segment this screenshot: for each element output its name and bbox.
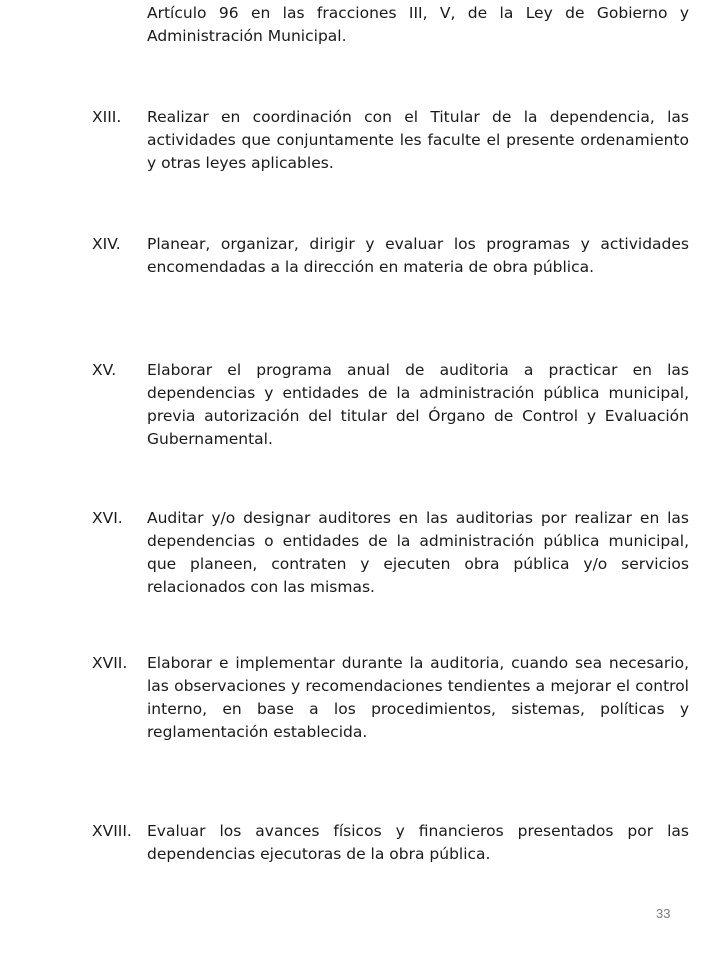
item-numeral: XVII.: [92, 654, 128, 672]
item-numeral: XVI.: [92, 509, 123, 527]
item-numeral: XIII.: [92, 108, 122, 126]
item-numeral: XVIII.: [92, 822, 132, 840]
page-number: 33: [656, 906, 671, 921]
item-text: Auditar y/o designar auditores en las auditorias por realizar en las dependencias o entidades de la administración pública municipal, que planeen, contraten y ejecuten obra pública y/o servicios relacionados con las mismas.: [147, 509, 689, 596]
item-text: Elaborar e implementar durante la auditoria, cuando sea necesario, las observaciones y recomendaciones tendientes a mejorar el control interno, en base a los procedimientos, sistemas, políticas y reglamentación establecida.: [147, 654, 689, 741]
item-numeral: XIV.: [92, 235, 121, 253]
item-text: Evaluar los avances físicos y financieros presentados por las dependencias ejecutoras de la obra pública.: [147, 822, 689, 863]
item-text: Elaborar el programa anual de auditoria a practicar en las dependencias y entidades de la administración pública municipal, previa autorización del titular del Órgano de Control y Evaluación Gubernamental.: [147, 361, 689, 448]
item-text: Planear, organizar, dirigir y evaluar los programas y actividades encomendadas a la dirección en materia de obra pública.: [147, 235, 689, 276]
item-numeral: XV.: [92, 361, 117, 379]
intro-paragraph: Artículo 96 en las fracciones III, V, de la Ley de Gobierno y Administración Municipal.: [147, 4, 689, 45]
item-text: Realizar en coordinación con el Titular de la dependencia, las actividades que conjuntamente les faculte el presente ordenamiento y otras leyes aplicables.: [147, 108, 689, 172]
